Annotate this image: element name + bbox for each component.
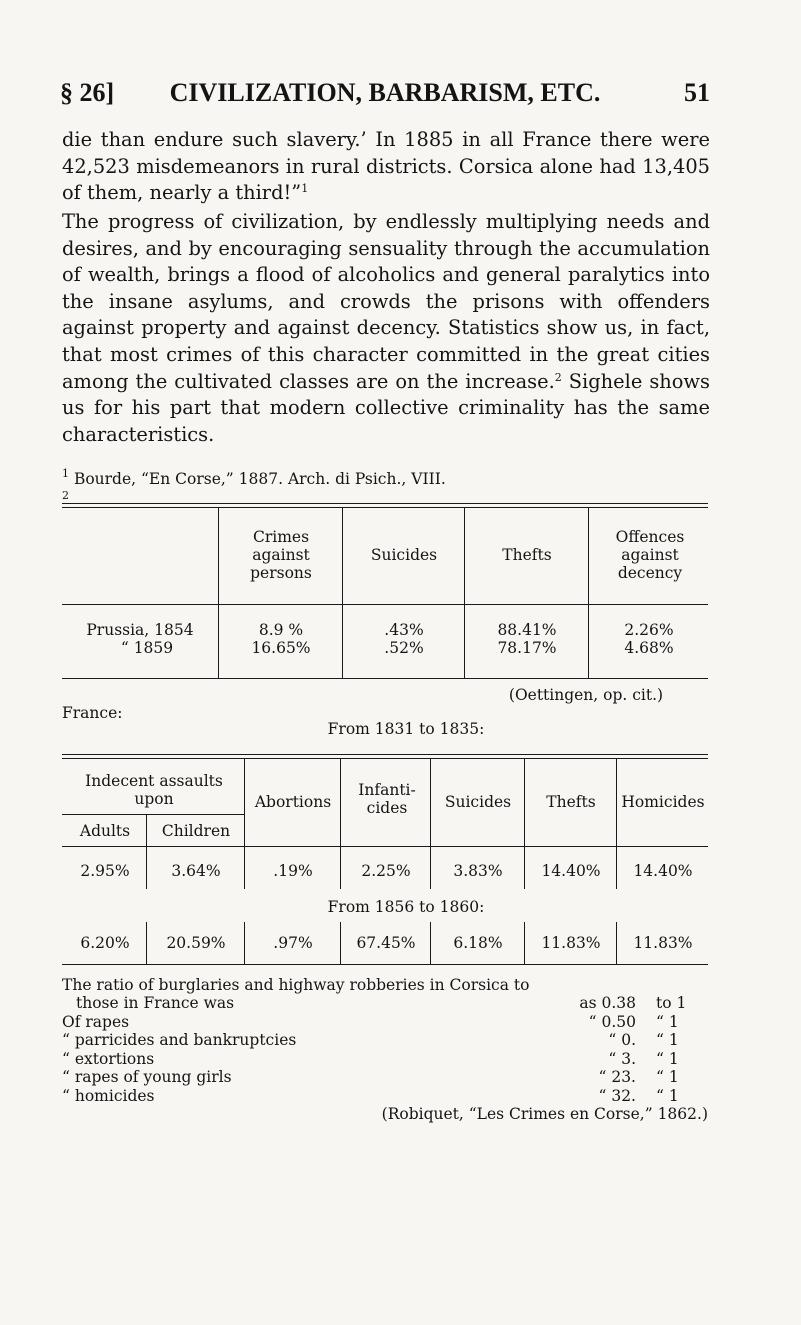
paragraph-1-text: die than endure such slavery.’ In 1885 in all France there were 42,523 misdemeanors in rural districts. Corsica alone had 13,405 of them, nearly a third!” <box>62 128 710 205</box>
ratio-label: “ homicides <box>62 1086 155 1105</box>
header-abortions: Abortions <box>254 793 332 811</box>
table-cell: 11.83% <box>541 934 601 952</box>
header-crimes-against-persons: Crimes against persons <box>250 528 312 582</box>
table-cell: 78.17% <box>497 639 557 657</box>
table-cell: 67.45% <box>356 934 416 952</box>
header-infanticides: Infanti- cides <box>358 781 416 817</box>
ratio-label: “ extortions <box>62 1049 155 1068</box>
ratio-label: Of rapes <box>62 1012 130 1031</box>
ratio-intro: The ratio of burglaries and highway robberies in Corsica to <box>62 976 530 994</box>
table-cell: 2.95% <box>80 862 130 880</box>
table-cell: 14.40% <box>541 862 601 880</box>
table-cell: 2.26% <box>624 621 674 639</box>
ratio-to: “ 1 <box>656 1012 679 1031</box>
header-children: Children <box>161 822 231 840</box>
ratio-to: “ 1 <box>656 1086 679 1105</box>
paragraph-2-text-b: Sighele shows us for his part that modern collective criminality has the same characteristics. <box>62 369 710 446</box>
table-cell: 20.59% <box>166 934 226 952</box>
period-1856-1860: From 1856 to 1860: <box>327 898 485 916</box>
ratio-value: “ 23. <box>598 1068 636 1086</box>
ratio-label: “ rapes of young girls <box>62 1068 232 1086</box>
paragraph-1 <box>62 127 710 207</box>
table-cell: 8.9 % <box>258 621 304 639</box>
table-cell: 14.40% <box>633 862 693 880</box>
header-suicides: Suicides <box>370 546 438 564</box>
header-homicides: Homicides <box>621 793 705 811</box>
table-cell: .19% <box>273 862 313 880</box>
ratio-to: “ 1 <box>656 1031 679 1049</box>
ratio-label: those in France was <box>76 994 235 1012</box>
header-thefts: Thefts <box>502 546 552 564</box>
table-cell: 4.68% <box>624 639 674 657</box>
header-suicides-2: Suicides <box>444 793 512 811</box>
ratio-value: “ 3. <box>608 1049 636 1068</box>
header-adults: Adults <box>79 822 131 840</box>
page-header-title: CIVILIZATION, BARBARISM, ETC. <box>169 78 601 107</box>
ratio-to: “ 1 <box>656 1068 679 1086</box>
table-cell: 3.64% <box>171 862 221 880</box>
ratio-source: (Robiquet, “Les Crimes en Corse,” 1862.) <box>381 1105 708 1123</box>
footnote-1-text: Bourde, “En Corse,” 1887. Arch. di Psich., VIII. <box>73 470 446 488</box>
table-cell: .43% <box>384 621 424 639</box>
period-1831-1835: From 1831 to 1835: <box>327 720 485 738</box>
footnote-2-mark: 2 <box>62 489 69 502</box>
paragraph-2 <box>62 209 710 448</box>
table-cell: 6.20% <box>80 934 130 952</box>
footnote-ref-1: 1 <box>301 182 309 196</box>
section-number: § 26] <box>60 78 115 107</box>
ratio-value: “ 32. <box>598 1086 636 1105</box>
row-label: Prussia, 1854 <box>86 621 194 639</box>
row-label: “ 1859 <box>120 639 174 657</box>
table-cell: 6.18% <box>453 934 503 952</box>
table-cell: .97% <box>273 934 313 952</box>
ratio-to: to 1 <box>656 994 687 1012</box>
footnote-ref-2: 2 <box>554 370 562 384</box>
table-cell: 3.83% <box>453 862 503 880</box>
running-header <box>60 78 710 118</box>
table-cell: 16.65% <box>251 639 311 657</box>
ratio-value: “ 0.50 <box>588 1012 636 1031</box>
ratio-list <box>62 994 710 1114</box>
page-number: 51 <box>684 78 710 107</box>
ratio-value: as 0.38 <box>579 994 636 1012</box>
ratio-value: “ 0. <box>608 1031 636 1049</box>
table1-source: (Oettingen, op. cit.) <box>508 686 664 704</box>
header-thefts-2: Thefts <box>546 793 596 811</box>
paragraph-2-text-a: The progress of civilization, by endlessly multiplying needs and desires, and by encouraging sensuality through the accumulation of wealth, brings a flood of alcoholics and general paralytics into the insane asylums, and crowds the prisons with offenders against property and against decency. Statistics show us, in fact, that most crimes of this character committed in the great cities among the cultivated classes are on the increase. <box>62 210 710 393</box>
table-cell: 88.41% <box>497 621 557 639</box>
ratio-label: “ parricides and bankruptcies <box>62 1031 297 1049</box>
footnote-1-mark: 1 <box>62 467 69 480</box>
ratio-to: “ 1 <box>656 1049 679 1068</box>
table-cell: .52% <box>384 639 424 657</box>
table-cell: 2.25% <box>361 862 411 880</box>
table-cell: 11.83% <box>633 934 693 952</box>
header-offences-against-decency: Offences against decency <box>615 528 685 582</box>
header-indecent-assaults: Indecent assaults upon <box>85 772 223 808</box>
footnote-1 <box>62 467 446 488</box>
france-label: France: <box>62 704 123 722</box>
